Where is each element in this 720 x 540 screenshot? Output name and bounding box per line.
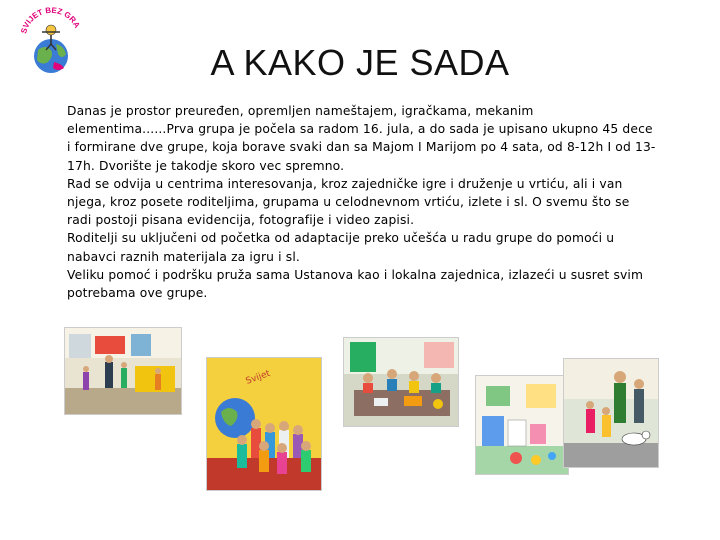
svg-text:Svijet: Svijet: [244, 368, 272, 387]
paragraph: Danas je prostor preuređen, opremljen nameštajem, igračkama, mekanim elementima......Prva grupa je počela sa radom 16. jula, a do sada je upisano ukupno 45 dece i formirane dve grupe, koja borave svaki dan sa Majom I Marijom po 4 sata, od 8-12h I od 13-17h. Dvorište je takodje skoro vec spremno.: [67, 104, 656, 173]
photo-classroom-activity: [64, 327, 182, 415]
paragraph: Veliku pomoć i podršku pruža sama Ustanova kao i lokalna zajednica, izlazeći u susret svim potrebama ove grupe.: [67, 267, 644, 301]
paragraph: Rad se odvija u centrima interesovanja, kroz zajedničke igre i druženje u vrtiću, ali i van njega, kroz posete roditeljima, grupama u celodnevnom vrtiću, izlete i sl. O svemu što se radi postoji pisana evidencija, fotografije i video zapisi.: [67, 176, 630, 228]
photo-children-group-wall: [206, 357, 322, 491]
slide-title: A KAKO JE SADA: [210, 42, 510, 83]
logo-text: SVIJET BEZ GRA: [19, 5, 82, 35]
photo-play-corner: [475, 375, 569, 475]
paragraph: Roditelji su uključeni od početka od adaptacije preko učešća u radu grupe do pomoći u nabavci raznih materijala za igru i sl.: [67, 231, 615, 264]
photo-children-table-play: [343, 337, 459, 427]
slide-body: [67, 102, 657, 302]
photo-children-with-dog: [563, 358, 659, 468]
